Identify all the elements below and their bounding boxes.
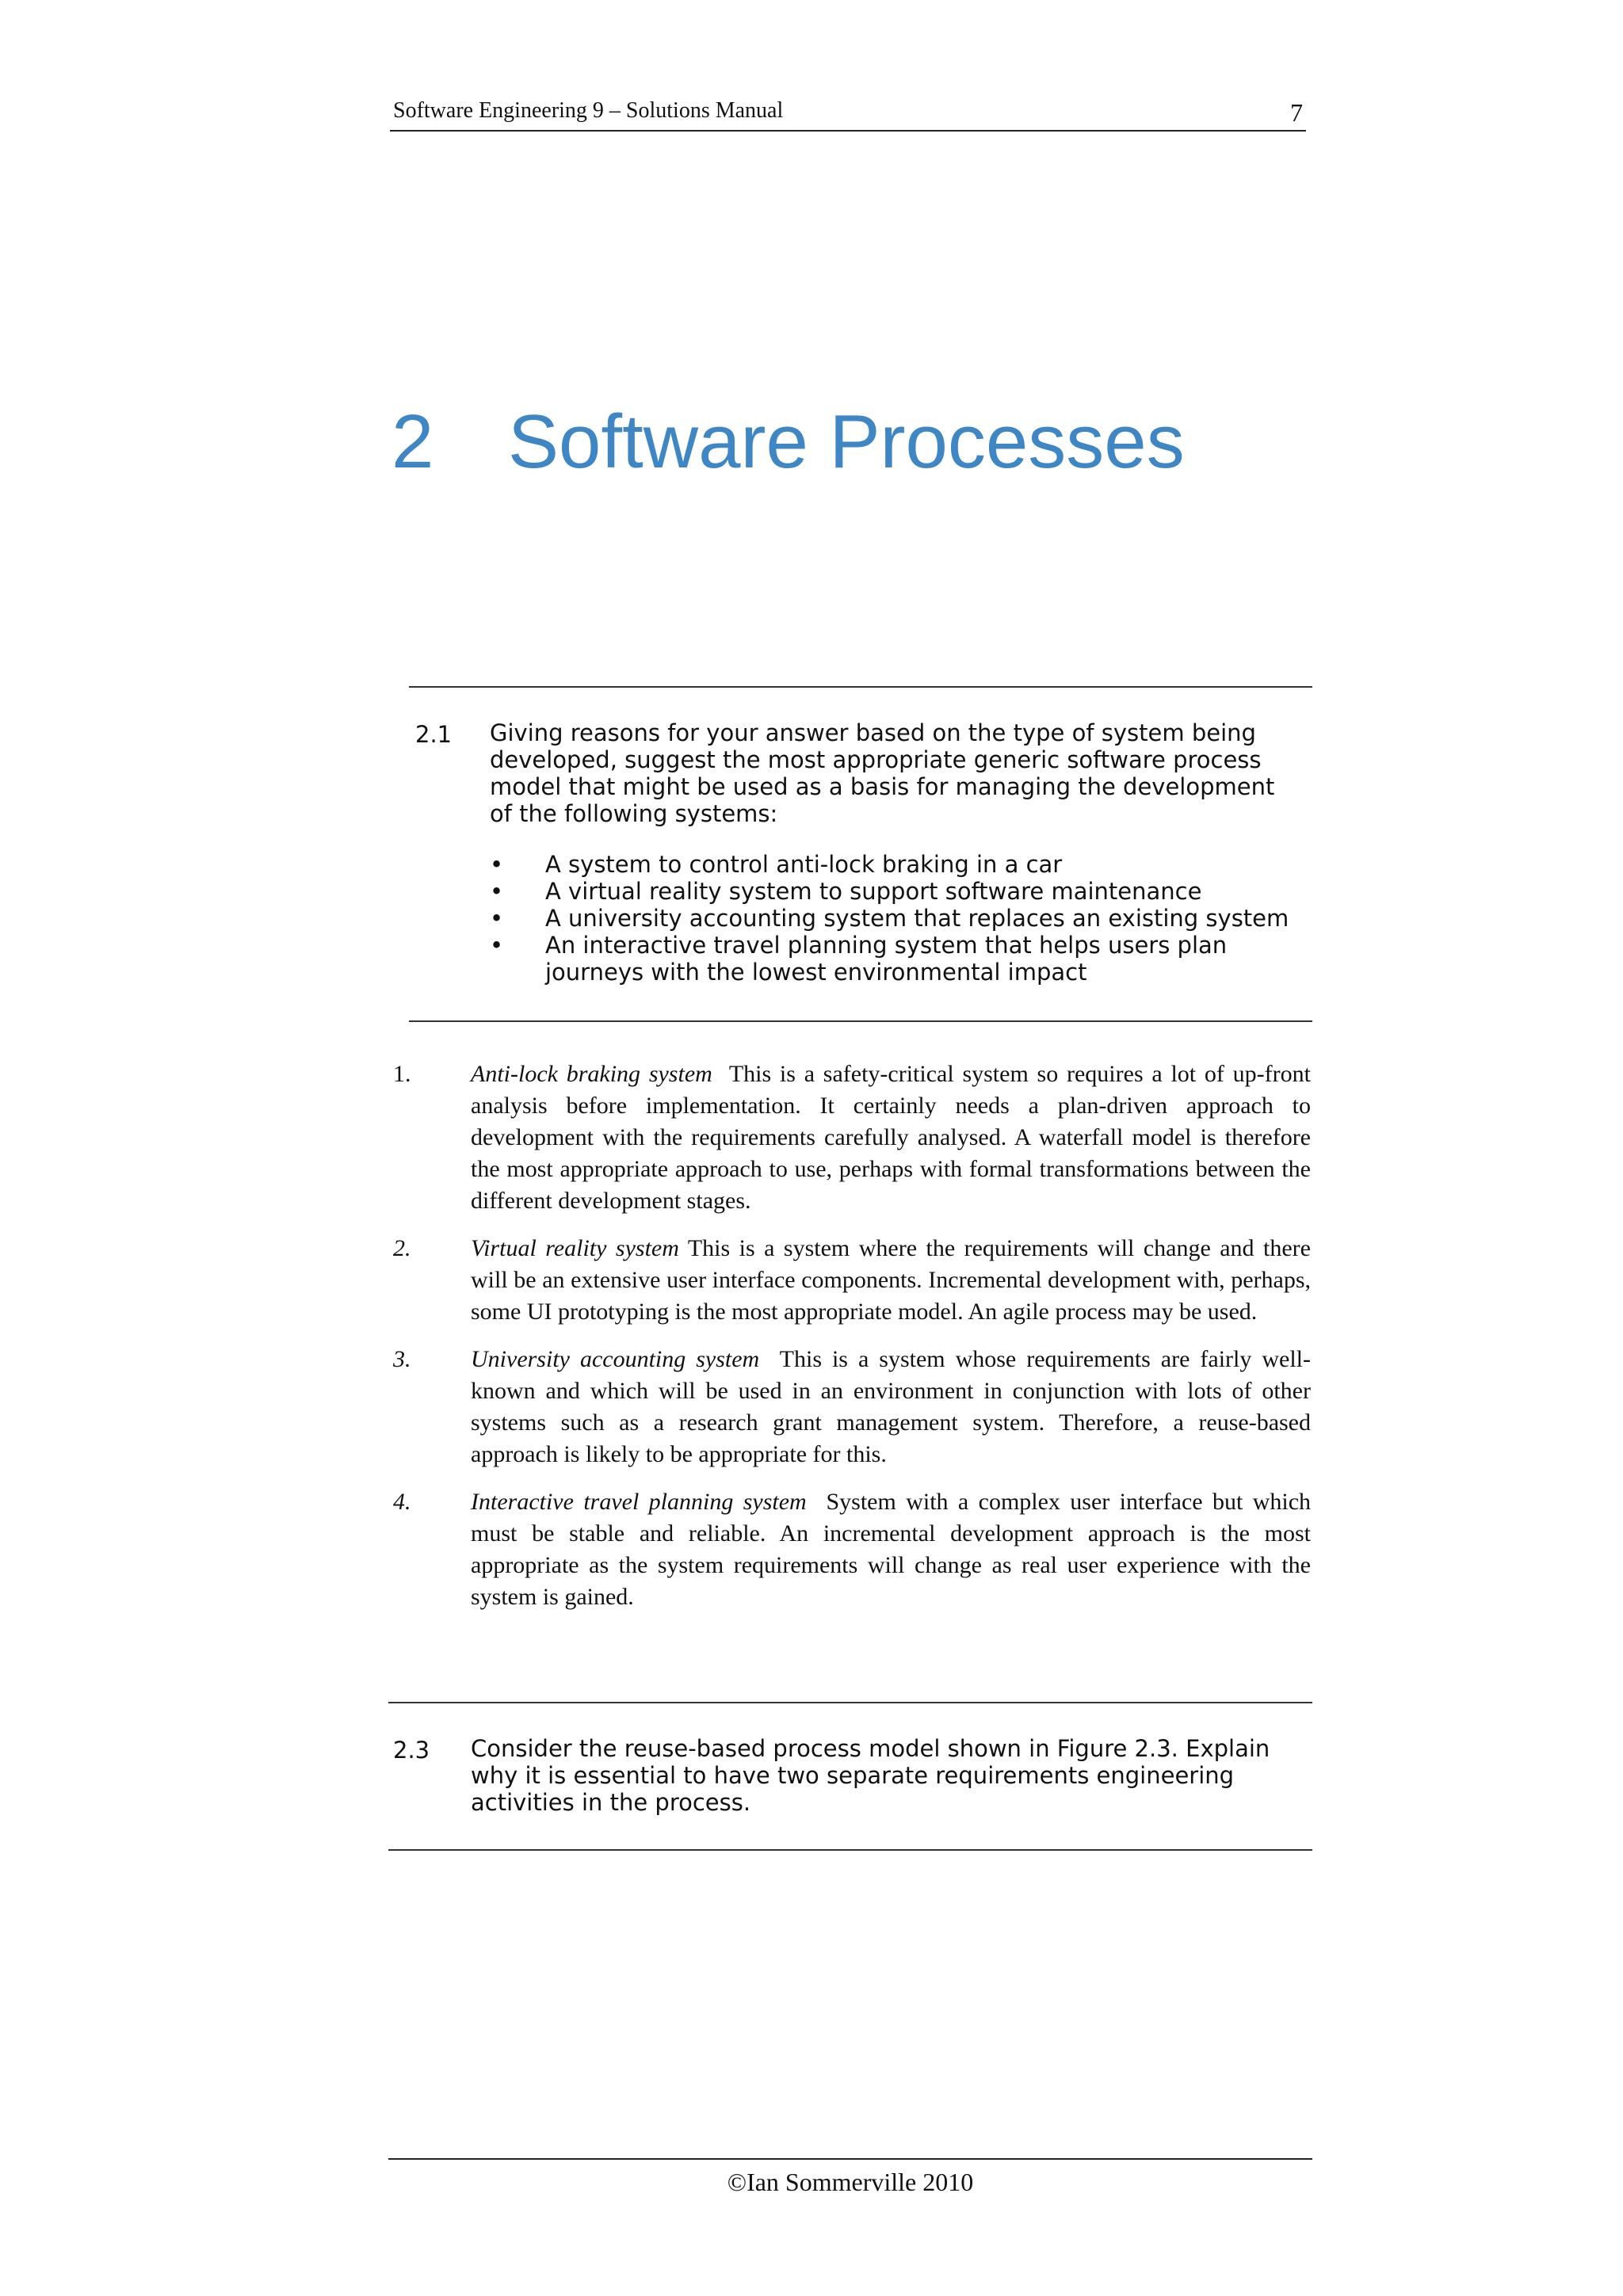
answer-list (393, 1058, 1311, 1629)
answer-number: 4. (393, 1489, 411, 1515)
running-header (390, 95, 1306, 132)
exercise-number: 2.1 (415, 721, 453, 748)
bullet-icon: • (490, 932, 504, 959)
page-footer (388, 2158, 1312, 2207)
bullet-icon: • (490, 851, 504, 878)
answer-item (393, 1486, 1311, 1613)
chapter-title-text: Software Processes (508, 399, 1185, 484)
list-item-text: A virtual reality system to support software maintenance (545, 878, 1202, 905)
chapter-number: 2 (391, 399, 434, 484)
answer-term: Anti-lock braking system (471, 1061, 712, 1087)
answer-number: 2. (393, 1235, 411, 1261)
header-title: Software Engineering 9 – Solutions Manual (393, 98, 784, 123)
answer-item (393, 1344, 1311, 1470)
answer-term: Interactive travel planning system (471, 1489, 807, 1515)
answer-number: 1. (393, 1061, 411, 1087)
answer-body: This is a safety-critical system so requires a lot of up-front analysis before implementation. It certainly needs a plan-driven approach to development with the requirements carefully analysed. A waterfall model is therefore the most appropriate approach to use, perhaps with formal transformations between the different development stages. (471, 1061, 1311, 1214)
answer-text (471, 1233, 1311, 1328)
answer-text (471, 1344, 1311, 1470)
list-item-text: An interactive travel planning system that helps users plan journeys with the lowest environmental impact (545, 932, 1228, 986)
answer-body: This is a system whose requirements are fairly well-known and which will be used in an environment in conjunction with lots of other systems such as a research grant management system. Therefore, a reuse-based approach is likely to be appropriate for this. (471, 1346, 1312, 1467)
answer-number: 3. (393, 1346, 411, 1372)
answer-text (471, 1486, 1311, 1613)
page-number: 7 (1290, 98, 1303, 127)
answer-item (393, 1058, 1311, 1217)
list-item (490, 851, 1298, 878)
exercise-2-3-box (388, 1702, 1312, 1851)
list-item-text: A university accounting system that replaces an existing system (545, 905, 1289, 932)
answer-text (471, 1058, 1311, 1217)
answer-body: This is a system where the requirements will change and there will be an extensive user interface components. Incremental development with, perhaps, some UI prototyping is the most appropriate model. An agile process may be used. (471, 1235, 1311, 1325)
bullet-icon: • (490, 878, 504, 905)
list-item (490, 905, 1298, 932)
system-list (490, 851, 1298, 986)
answer-term: University accounting system (471, 1346, 760, 1372)
exercise-2-1-box (409, 686, 1312, 1022)
exercise-question: Giving reasons for your answer based on the type of system being developed, suggest the most appropriate generic software process model that might be used as a basis for managing the development of the following systems: (490, 719, 1275, 827)
bullet-icon: • (490, 905, 504, 932)
answer-term: Virtual reality system (471, 1235, 679, 1261)
exercise-question: Consider the reuse-based process model shown in Figure 2.3. Explain why it is essential to have two separate requirements engineering activities in the process. (471, 1735, 1270, 1816)
list-item (490, 878, 1298, 905)
copyright-notice: ©Ian Sommerville 2010 (727, 2168, 974, 2196)
exercise-number: 2.3 (393, 1737, 430, 1764)
chapter-title (391, 399, 1185, 484)
list-item (490, 932, 1298, 986)
answer-item (393, 1233, 1311, 1328)
list-item-text: A system to control anti-lock braking in a car (545, 851, 1063, 878)
answer-body: System with a complex user interface but which must be stable and reliable. An incremental development approach is the most appropriate as the system requirements will change as real user experience with the system is gained. (471, 1489, 1312, 1610)
